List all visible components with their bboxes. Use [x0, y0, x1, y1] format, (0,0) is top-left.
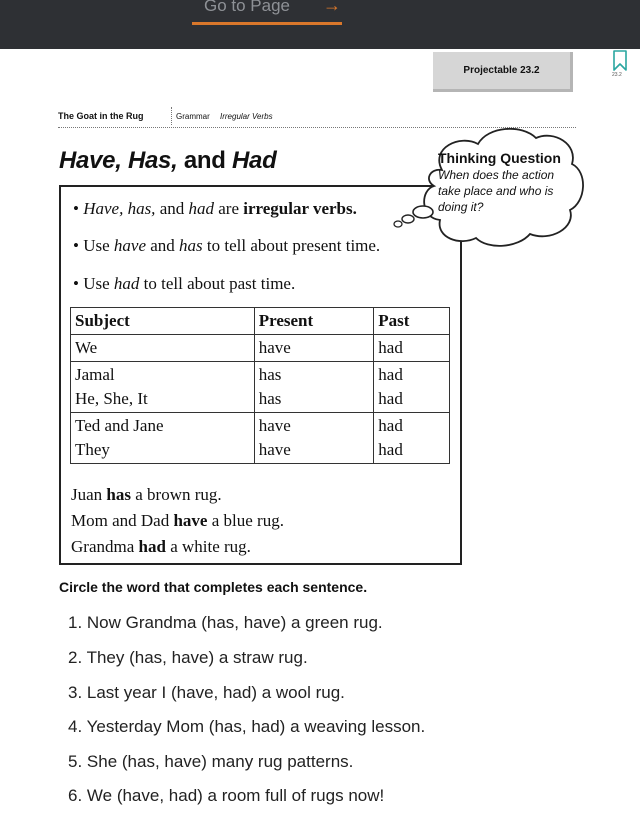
go-to-page-button[interactable]	[192, 0, 342, 25]
thinking-question-text: When does the action take place and who is doing it?	[438, 168, 555, 214]
table-header-row	[71, 308, 450, 335]
table-cell: had had	[374, 362, 450, 413]
verb-table	[70, 307, 450, 464]
table-cell: have	[254, 335, 374, 362]
exercise-item: 1. Now Grandma (has, have) a green rug.	[68, 613, 383, 632]
table-cell: We	[71, 335, 255, 362]
arrow-right-icon: →	[323, 0, 341, 15]
story-title: The Goat in the Rug	[58, 111, 144, 121]
thinking-question-title: Thinking Question	[438, 150, 561, 166]
table-cell: Jamal He, She, It	[71, 362, 255, 413]
table-row	[71, 413, 450, 464]
title-comma: ,	[171, 147, 178, 174]
page-number: 23.2	[612, 72, 622, 78]
column-header: Present	[254, 308, 374, 335]
exercise-item: 6. We (have, had) a room full of rugs now!	[68, 786, 385, 805]
section-label: Grammar	[176, 112, 210, 121]
go-to-page-label: Go to Page	[204, 0, 291, 15]
table-cell: had	[374, 335, 450, 362]
exercise-instructions: Circle the word that completes each sentence.	[59, 579, 368, 595]
exercise-item: 4. Yesterday Mom (has, had) a weaving lesson.	[68, 717, 426, 736]
table-cell: have have	[254, 413, 374, 464]
title-have: Have	[59, 147, 116, 174]
exercise-item: 3. Last year I (have, had) a wool rug.	[68, 683, 345, 702]
title-and: and	[183, 147, 226, 174]
rule-item: • Have, has, and had are irregular verbs.	[73, 199, 357, 218]
column-header: Past	[374, 308, 450, 335]
projectable-badge: Projectable 23.2	[433, 52, 573, 92]
example-sentence: Grandma had a white rug.	[71, 537, 251, 556]
title-has: Has	[127, 147, 172, 174]
table-cell: has has	[254, 362, 374, 413]
title-had: Had	[231, 147, 277, 174]
table-cell: Ted and Jane They	[71, 413, 255, 464]
example-sentence: Juan has a brown rug.	[71, 485, 222, 504]
column-header: Subject	[71, 308, 255, 335]
example-sentence: Mom and Dad have a blue rug.	[71, 511, 284, 530]
bookmark-icon[interactable]	[611, 50, 629, 72]
title-comma: ,	[115, 147, 122, 174]
header-divider	[171, 107, 172, 125]
rule-item: • Use have and has to tell about present time.	[73, 236, 381, 255]
page-title	[59, 147, 276, 175]
table-row	[71, 335, 450, 362]
rule-item: • Use had to tell about past time.	[73, 274, 296, 293]
exercise-item: 5. She (has, have) many rug patterns.	[68, 752, 354, 771]
table-row	[71, 362, 450, 413]
exercise-item: 2. They (has, have) a straw rug.	[68, 648, 308, 667]
top-toolbar	[0, 0, 640, 49]
table-cell: had had	[374, 413, 450, 464]
topic-label: Irregular Verbs	[220, 112, 273, 121]
